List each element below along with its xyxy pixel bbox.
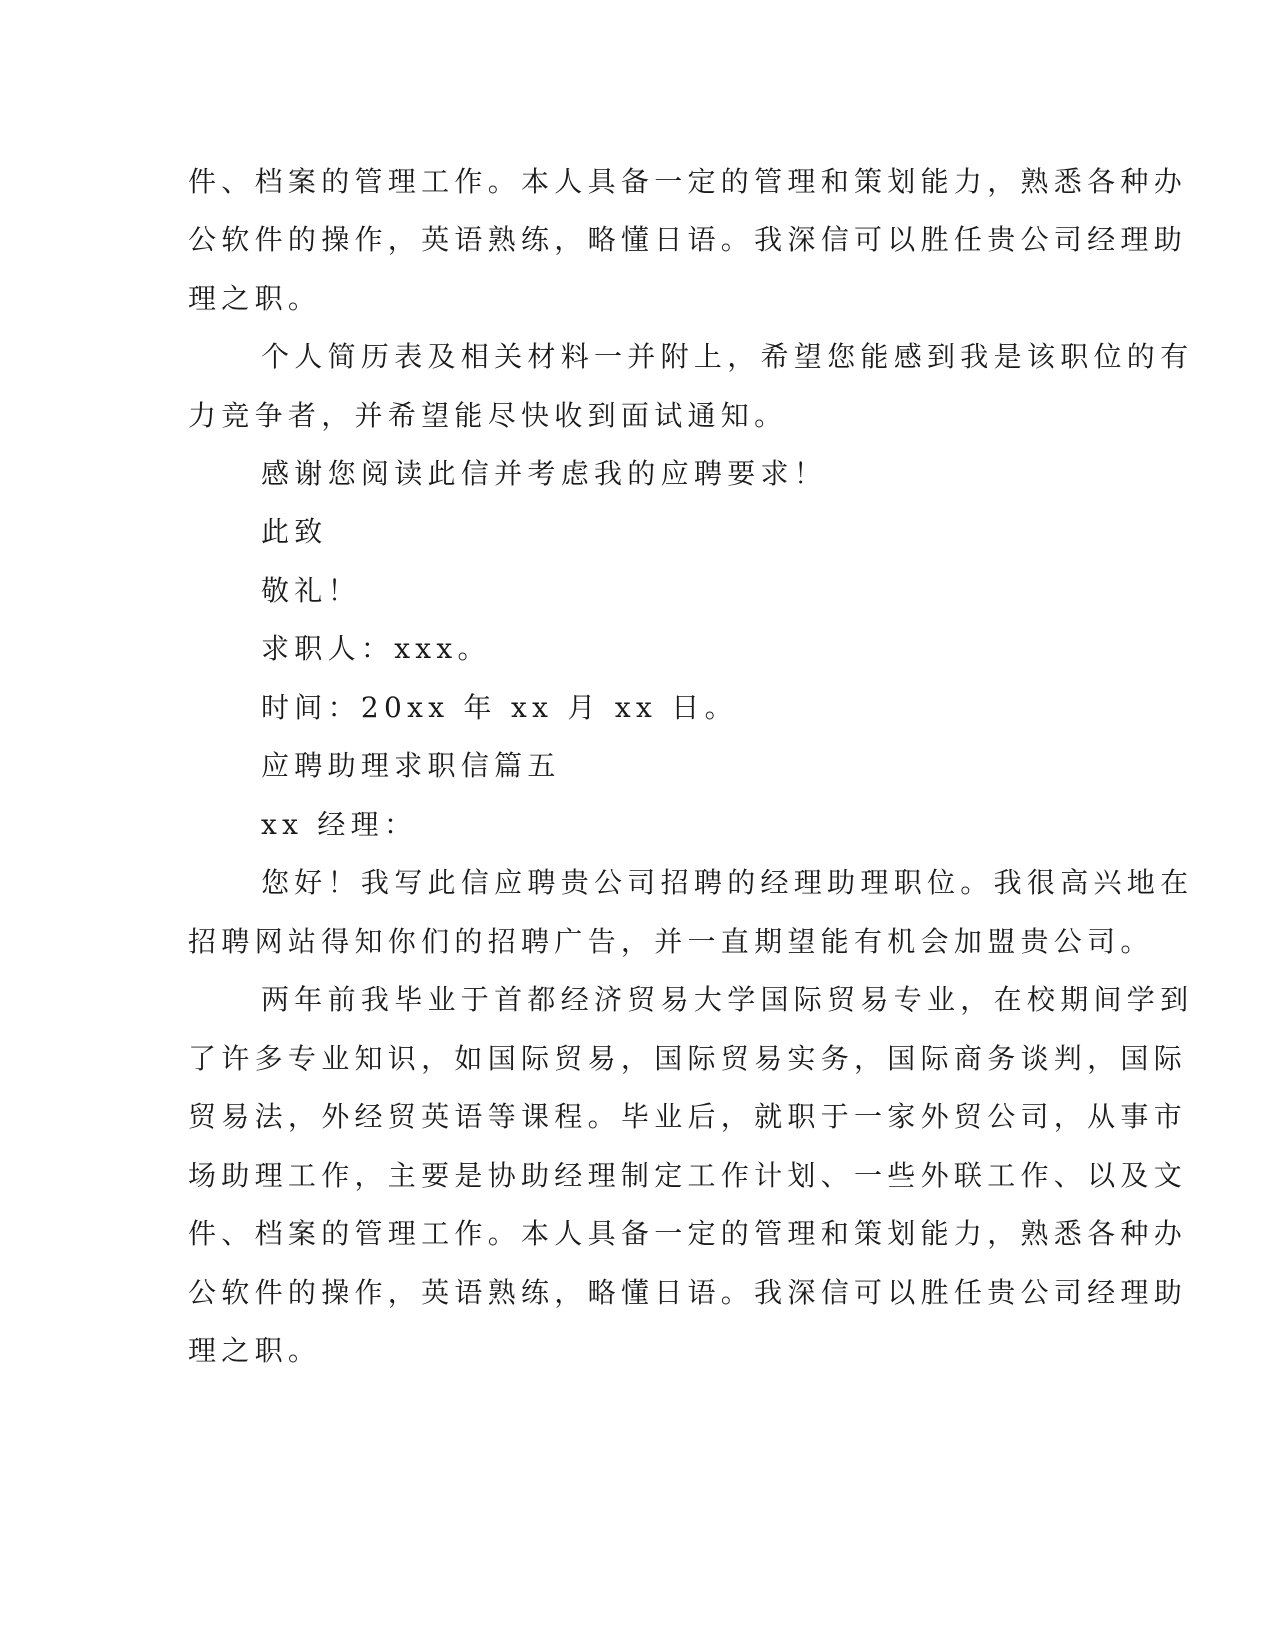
paragraph-line: 理之职。 xyxy=(188,1334,322,1367)
paragraph-line: 件、档案的管理工作。本人具备一定的管理和策划能力，熟悉各种办 xyxy=(188,165,1188,198)
signature-line: 求职人：xxx。 xyxy=(261,632,491,665)
paragraph-line: 场助理工作，主要是协助经理制定工作计划、一些外联工作、以及文 xyxy=(188,1159,1188,1192)
section-heading: 应聘助理求职信篇五 xyxy=(261,749,561,782)
paragraph-line: 个人简历表及相关材料一并附上，希望您能感到我是该职位的有 xyxy=(261,340,1194,373)
paragraph-line: 理之职。 xyxy=(188,282,322,315)
closing-line: 敬礼！ xyxy=(261,574,361,607)
paragraph-line: 公软件的操作，英语熟练，略懂日语。我深信可以胜任贵公司经理助 xyxy=(188,223,1188,256)
paragraph-line: 公软件的操作，英语熟练，略懂日语。我深信可以胜任贵公司经理助 xyxy=(188,1276,1188,1309)
paragraph-line: 了许多专业知识，如国际贸易，国际贸易实务，国际商务谈判，国际 xyxy=(188,1042,1188,1075)
paragraph-line: 贸易法，外经贸英语等课程。毕业后，就职于一家外贸公司，从事市 xyxy=(188,1100,1188,1133)
paragraph-line: 感谢您阅读此信并考虑我的应聘要求！ xyxy=(261,457,828,490)
closing-line: 此致 xyxy=(261,515,328,548)
paragraph-line: 招聘网站得知你们的招聘广告，并一直期望能有机会加盟贵公司。 xyxy=(188,925,1154,958)
paragraph-line: 您好！我写此信应聘贵公司招聘的经理助理职位。我很高兴地在 xyxy=(261,866,1194,899)
paragraph-line: 两年前我毕业于首都经济贸易大学国际贸易专业，在校期间学到 xyxy=(261,983,1194,1016)
salutation-line: xx 经理： xyxy=(261,808,418,841)
paragraph-line: 力竞争者，并希望能尽快收到面试通知。 xyxy=(188,399,788,432)
date-line: 时间：20xx 年 xx 月 xx 日。 xyxy=(261,691,738,724)
paragraph-line: 件、档案的管理工作。本人具备一定的管理和策划能力，熟悉各种办 xyxy=(188,1217,1188,1250)
